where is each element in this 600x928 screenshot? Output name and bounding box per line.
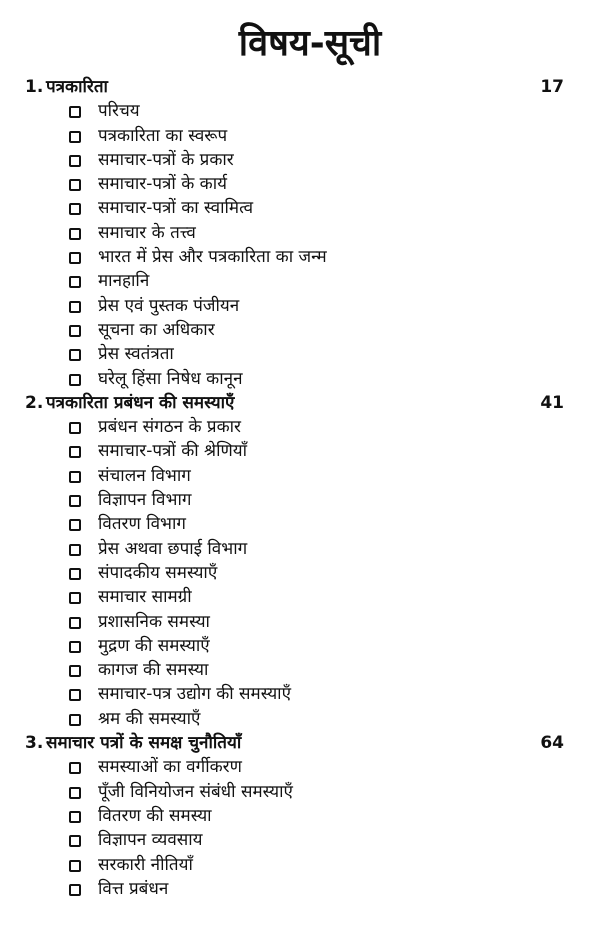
section-entry bbox=[0, 634, 600, 658]
section-entry bbox=[0, 415, 600, 439]
square-bullet-icon bbox=[69, 689, 81, 701]
section-title: समाचार-पत्रों के प्रकार bbox=[98, 149, 234, 170]
section-title: सूचना का अधिकार bbox=[98, 319, 215, 340]
chapter-title: पत्रकारिता प्रबंधन की समस्याएँ bbox=[46, 392, 235, 413]
chapter-page-number: 17 bbox=[540, 77, 564, 97]
chapter-entry bbox=[0, 391, 600, 415]
section-entry bbox=[0, 464, 600, 488]
square-bullet-icon bbox=[69, 714, 81, 726]
square-bullet-icon bbox=[69, 884, 81, 896]
section-entry bbox=[0, 537, 600, 561]
square-bullet-icon bbox=[69, 349, 81, 361]
section-entry bbox=[0, 780, 600, 804]
square-bullet-icon bbox=[69, 641, 81, 653]
chapter-page-number: 64 bbox=[540, 733, 564, 754]
section-title: समाचार-पत्रों की श्रेणियाँ bbox=[98, 441, 248, 462]
table-of-contents bbox=[0, 75, 600, 901]
square-bullet-icon bbox=[69, 325, 81, 337]
section-title: संचालन विभाग bbox=[98, 465, 191, 486]
section-entry bbox=[0, 196, 600, 220]
square-bullet-icon bbox=[69, 860, 81, 872]
section-entry bbox=[0, 269, 600, 293]
section-title: समाचार के तत्त्व bbox=[98, 222, 196, 243]
square-bullet-icon bbox=[69, 835, 81, 847]
section-title: वितरण की समस्या bbox=[98, 805, 212, 826]
section-entry bbox=[0, 658, 600, 682]
square-bullet-icon bbox=[69, 617, 81, 629]
section-title: मानहानि bbox=[98, 271, 150, 292]
chapter-number: 3. bbox=[25, 733, 44, 754]
section-entry bbox=[0, 828, 600, 852]
section-title: संपादकीय समस्याएँ bbox=[98, 562, 218, 583]
section-entry bbox=[0, 682, 600, 706]
section-title: कागज की समस्या bbox=[98, 660, 209, 681]
section-title: समाचार-पत्रों के कार्य bbox=[98, 174, 227, 195]
section-entry bbox=[0, 367, 600, 391]
chapter-number: 2. bbox=[25, 392, 44, 413]
section-title: सरकारी नीतियाँ bbox=[98, 854, 193, 875]
chapter-number: 1. bbox=[25, 77, 44, 97]
chapter-entry bbox=[0, 731, 600, 755]
section-title: प्रबंधन संगठन के प्रकार bbox=[98, 417, 241, 438]
square-bullet-icon bbox=[69, 422, 81, 434]
section-title: घरेलू हिंसा निषेध कानून bbox=[98, 368, 243, 389]
section-title: भारत में प्रेस और पत्रकारिता का जन्म bbox=[98, 247, 327, 268]
section-entry bbox=[0, 99, 600, 123]
section-entry bbox=[0, 877, 600, 901]
square-bullet-icon bbox=[69, 203, 81, 215]
section-entry bbox=[0, 124, 600, 148]
section-entry bbox=[0, 804, 600, 828]
section-entry bbox=[0, 853, 600, 877]
section-entry bbox=[0, 245, 600, 269]
section-title: परिचय bbox=[98, 101, 140, 122]
square-bullet-icon bbox=[69, 155, 81, 167]
chapter-title: पत्रकारिता bbox=[46, 77, 108, 97]
section-title: मुद्रण की समस्याएँ bbox=[98, 635, 210, 656]
square-bullet-icon bbox=[69, 276, 81, 288]
section-title: विज्ञापन व्यवसाय bbox=[98, 830, 203, 851]
section-title: वितरण विभाग bbox=[98, 514, 186, 535]
section-entry bbox=[0, 610, 600, 634]
square-bullet-icon bbox=[69, 762, 81, 774]
section-title: समाचार-पत्र उद्योग की समस्याएँ bbox=[98, 684, 291, 705]
section-entry bbox=[0, 439, 600, 463]
section-title: प्रशासनिक समस्या bbox=[98, 611, 210, 632]
section-entry bbox=[0, 561, 600, 585]
square-bullet-icon bbox=[69, 544, 81, 556]
section-title: श्रम की समस्याएँ bbox=[98, 708, 201, 729]
square-bullet-icon bbox=[69, 471, 81, 483]
square-bullet-icon bbox=[69, 665, 81, 677]
section-entry bbox=[0, 294, 600, 318]
square-bullet-icon bbox=[69, 374, 81, 386]
section-title: विज्ञापन विभाग bbox=[98, 490, 192, 511]
square-bullet-icon bbox=[69, 592, 81, 604]
section-entry bbox=[0, 342, 600, 366]
section-entry bbox=[0, 318, 600, 342]
chapter-title: समाचार पत्रों के समक्ष चुनौतियाँ bbox=[46, 733, 242, 754]
section-entry bbox=[0, 707, 600, 731]
chapter-page-number: 41 bbox=[540, 392, 564, 413]
section-entry bbox=[0, 755, 600, 779]
square-bullet-icon bbox=[69, 446, 81, 458]
section-title: पत्रकारिता का स्वरूप bbox=[98, 125, 228, 146]
square-bullet-icon bbox=[69, 519, 81, 531]
section-entry bbox=[0, 585, 600, 609]
section-title: प्रेस अथवा छपाई विभाग bbox=[98, 538, 248, 559]
section-entry bbox=[0, 488, 600, 512]
square-bullet-icon bbox=[69, 568, 81, 580]
square-bullet-icon bbox=[69, 179, 81, 191]
section-entry bbox=[0, 512, 600, 536]
section-title: वित्त प्रबंधन bbox=[98, 878, 169, 899]
square-bullet-icon bbox=[69, 228, 81, 240]
section-entry bbox=[0, 172, 600, 196]
section-entry bbox=[0, 221, 600, 245]
square-bullet-icon bbox=[69, 252, 81, 264]
section-title: प्रेस स्वतंत्रता bbox=[98, 344, 174, 365]
chapter-entry bbox=[0, 75, 600, 99]
section-title: प्रेस एवं पुस्तक पंजीयन bbox=[98, 295, 240, 316]
square-bullet-icon bbox=[69, 495, 81, 507]
square-bullet-icon bbox=[69, 301, 81, 313]
page-title: विषय-सूची bbox=[238, 23, 382, 64]
square-bullet-icon bbox=[69, 811, 81, 823]
square-bullet-icon bbox=[69, 106, 81, 118]
section-title: पूँजी विनियोजन संबंधी समस्याएँ bbox=[98, 781, 293, 802]
square-bullet-icon bbox=[69, 787, 81, 799]
section-title: समाचार सामग्री bbox=[98, 587, 192, 608]
square-bullet-icon bbox=[69, 131, 81, 143]
section-title: समाचार-पत्रों का स्वामित्व bbox=[98, 198, 254, 219]
section-title: समस्याओं का वर्गीकरण bbox=[98, 757, 242, 778]
section-entry bbox=[0, 148, 600, 172]
